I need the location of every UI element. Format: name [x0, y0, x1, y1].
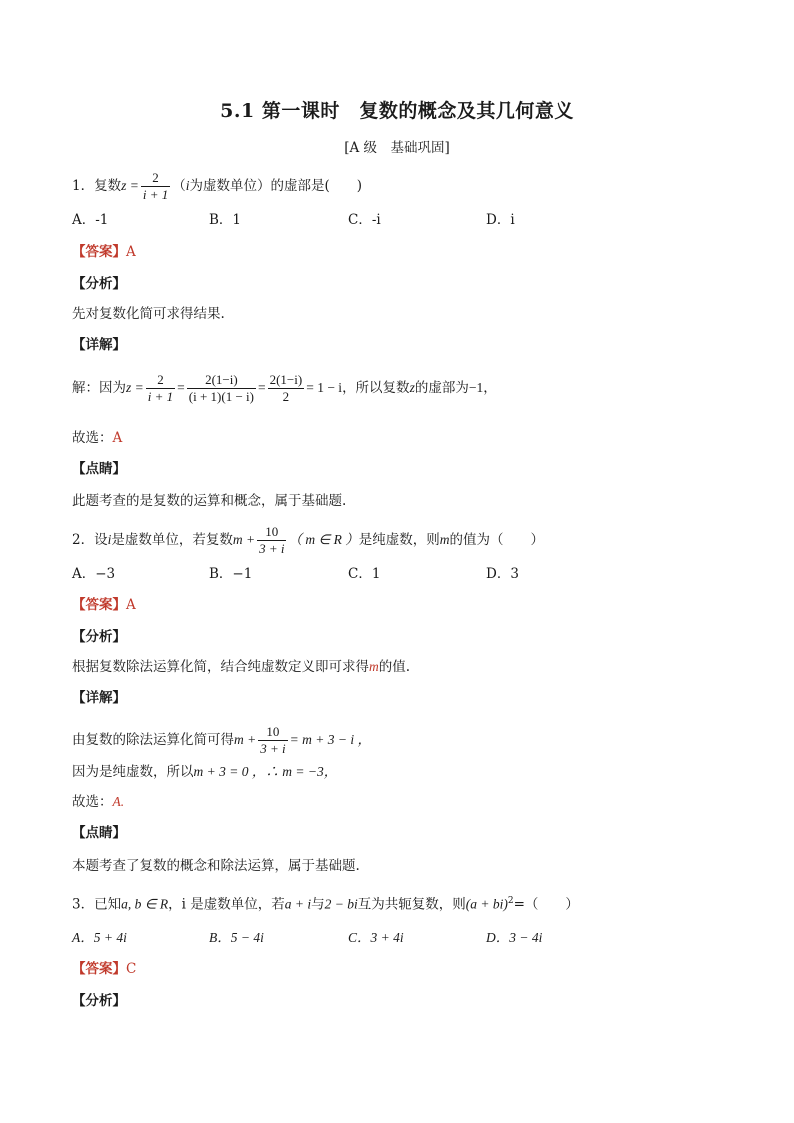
q1-analysis: 先对复数化简可求得结果. [72, 306, 225, 322]
question-3-options [72, 928, 722, 948]
option-d[interactable]: D．3 − 4i [486, 930, 543, 945]
q1-choice: 故选：A [72, 430, 123, 446]
fraction: $\frac{2}{i + 1}$ [142, 170, 169, 202]
q2-detail-heading: 【详解】 [72, 690, 126, 706]
option-a[interactable]: A．5 + 4i [72, 930, 127, 945]
q2-analysis-heading: 【分析】 [72, 629, 126, 645]
q1-detail-heading: 【详解】 [72, 337, 126, 353]
q1-detail: 解：因为z = $\frac{2}{i + 1}$ = $\frac{2(1-i)}{(i + 1)(1 - i)}$ = $\frac{2(1-i)}{2}$ = 1 − i，所以复数z的虚部为−1， [72, 372, 497, 404]
q1-comment-heading: 【点睛】 [72, 461, 126, 477]
question-1-stem: 1．复数z = $\frac{2}{i + 1}$ （i为虚数单位）的虚部是( ) [72, 170, 363, 202]
q2-comment-heading: 【点睛】 [72, 825, 126, 841]
option-d[interactable]: D．3 [486, 566, 519, 582]
q2-detail-2: 因为是纯虚数，所以m + 3 = 0 ，∴ m = −3， [72, 764, 338, 780]
option-c[interactable]: C．3 + 4i [348, 930, 404, 945]
option-a[interactable]: A．−3 [72, 566, 116, 582]
option-b[interactable]: B．1 [209, 212, 242, 228]
question-2-options [72, 564, 722, 584]
q3-answer: 【答案】C [72, 961, 137, 977]
option-d[interactable]: D．i [486, 212, 515, 228]
q2-answer: 【答案】A [72, 597, 136, 613]
question-3-stem: 3．已知a, b ∈ R，i 是虚数单位，若a + i与2 − bi互为共轭复数，则(a + bi)$^2$=（ ） [72, 896, 579, 913]
question-2-stem: 2．设i是虚数单位，若复数m + $\frac{10}{3 + i}$ （ m ∈ R ）是纯虚数，则m的值为（ ） [72, 524, 544, 556]
q3-analysis-heading: 【分析】 [72, 993, 126, 1009]
q1-answer: 【答案】A [72, 244, 136, 260]
q2-detail-1: 由复数的除法运算化简可得m + $\frac{10}{3 + i}$ = m + 3 − i ， [72, 724, 371, 756]
option-b[interactable]: B．−1 [209, 566, 253, 582]
q2-choice: 故选：A. [72, 794, 125, 810]
page-title: 5.1 第一课时 复数的概念及其几何意义 [220, 100, 574, 122]
page-subtitle: [A 级 基础巩固] [344, 140, 450, 156]
option-c[interactable]: C．-i [348, 212, 381, 228]
option-c[interactable]: C．1 [348, 566, 381, 582]
q1-comment: 此题考查的是复数的运算和概念，属于基础题. [72, 493, 347, 509]
q2-analysis: 根据复数除法运算化简，结合纯虚数定义即可求得m的值. [72, 659, 411, 675]
q2-comment: 本题考查了复数的概念和除法运算，属于基础题. [72, 858, 360, 874]
option-a[interactable]: A．-1 [72, 212, 109, 228]
q1-analysis-heading: 【分析】 [72, 276, 126, 292]
option-b[interactable]: B．5 − 4i [209, 930, 264, 945]
question-1-options [72, 210, 722, 230]
